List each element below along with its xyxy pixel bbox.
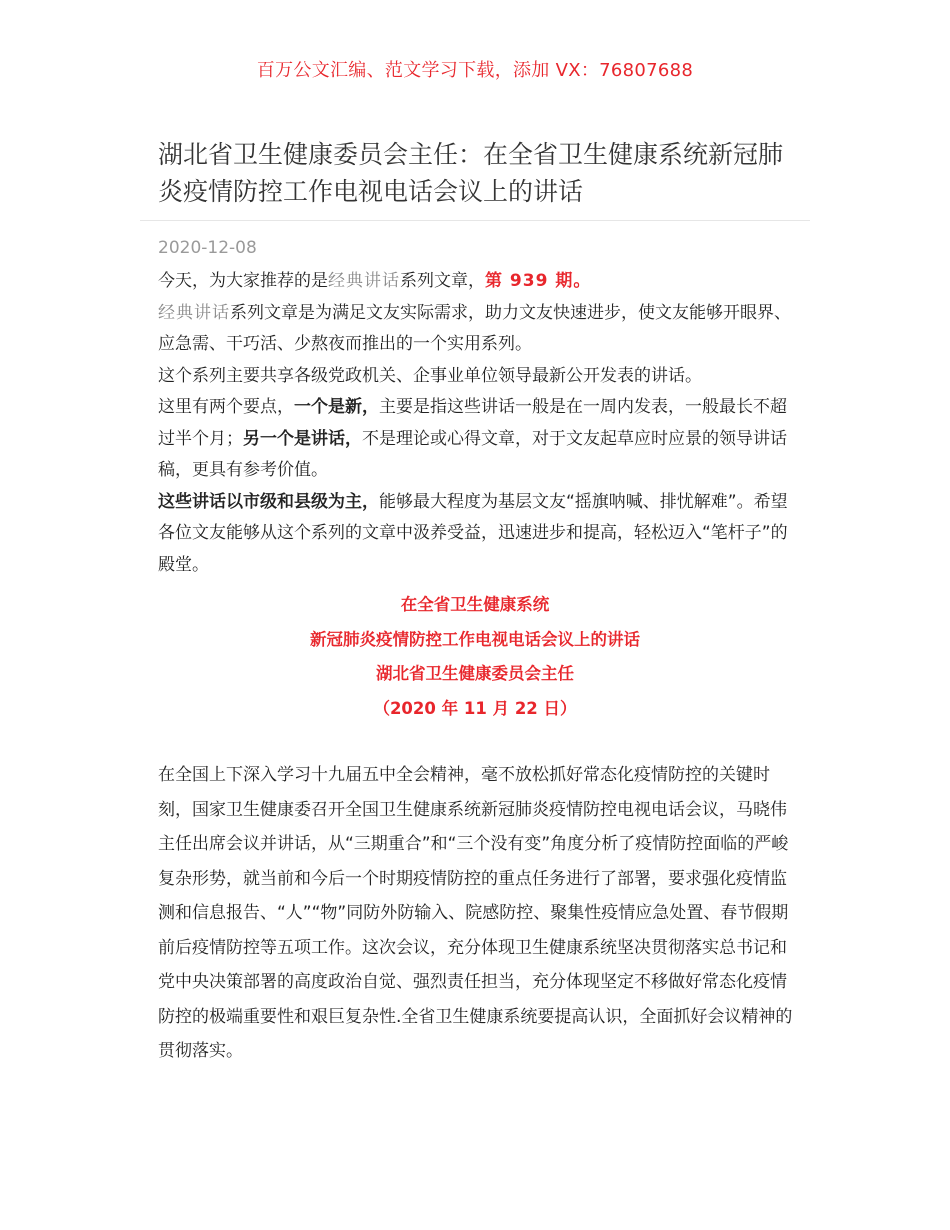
intro-paragraph-1 xyxy=(158,266,798,298)
issue-number: 第 939 期。 xyxy=(485,271,592,291)
intro-text: 今天，为大家推荐的是 xyxy=(158,271,328,291)
intro-text: 不是理论或心得文章，对于文友起草应时应景的领导讲话稿，更具有参考价值。 xyxy=(158,428,787,480)
series-name: 经典讲话 xyxy=(158,302,230,323)
speech-heading-line-2: 新冠肺炎疫情防控工作电视电话会议上的讲话 xyxy=(310,629,640,649)
intro-text: 能够最大程度为基层文友“摇旗呐喊、排忧解难”。希望各位文友能够从这个系列的文章中汲养受益，迅速进步和提高，轻松迈入“笔杆子”的殿堂。 xyxy=(158,491,788,575)
speech-heading xyxy=(0,588,950,726)
key-point-speech: 另一个是讲话， xyxy=(243,428,362,449)
speech-heading-date: （2020 年 11 月 22 日） xyxy=(373,698,577,718)
speech-heading-line-3: 湖北省卫生健康委员会主任 xyxy=(376,664,574,683)
key-point-level: 这些讲话以市级和县级为主， xyxy=(158,491,379,512)
speech-body-paragraph: 在全国上下深入学习十九届五中全会精神，毫不放松抓好常态化疫情防控的关键时刻，国家卫生健康委召开全国卫生健康系统新冠肺炎疫情防控电视电话会议，马晓伟主任出席会议并讲话，从“三期重合”和“三个没有变”角度分析了疫情防控面临的严峻复杂形势，就当前和今后一个时期疫情防控的重点任务进行了部署，要求强化疫情监测和信息报告、“人”“物”同防外防输入、院感防控、聚集性疫情应急处置、春节假期前后疫情防控等五项工作。这次会议，充分体现卫生健康系统坚决贯彻落实总书记和党中央决策部署的高度政治自觉、强烈责任担当，充分体现坚定不移做好常态化疫情防控的极端重要性和艰巨复杂性.全省卫生健康系统要提高认识，全面抓好会议精神的贯彻落实。 xyxy=(158,765,793,1061)
intro-text: 系列文章是为满足文友实际需求，助力文友快速进步，使文友能够开眼界、应急需、干巧活、少熬夜而推出的一个实用系列。 xyxy=(158,302,791,354)
title-divider xyxy=(140,220,810,221)
speech-heading-line-1: 在全省卫生健康系统 xyxy=(400,595,550,614)
key-point-new: 一个是新， xyxy=(294,397,379,417)
article-title: 湖北省卫生健康委员会主任：在全省卫生健康系统新冠肺炎疫情防控工作电视电话会议上的讲话 xyxy=(158,140,784,206)
intro-text: 主要是指这些讲话一般是在一周内发表，一般最长不超过半个月； xyxy=(158,397,787,449)
article-date: 2020-12-08 xyxy=(158,238,257,258)
intro-paragraph-4 xyxy=(158,392,798,487)
intro-paragraph-3: 这个系列主要共享各级党政机关、企事业单位领导最新公开发表的讲话。 xyxy=(158,365,702,386)
intro-section xyxy=(158,266,798,581)
promo-banner: 百万公文汇编、范文学习下载，添加 VX：76807688 xyxy=(256,60,694,81)
intro-paragraph-5 xyxy=(158,487,798,582)
intro-text: 这里有两个要点， xyxy=(158,397,294,417)
intro-paragraph-2 xyxy=(158,298,798,361)
intro-text: 系列文章， xyxy=(400,271,485,291)
series-name: 经典讲话 xyxy=(328,271,400,291)
